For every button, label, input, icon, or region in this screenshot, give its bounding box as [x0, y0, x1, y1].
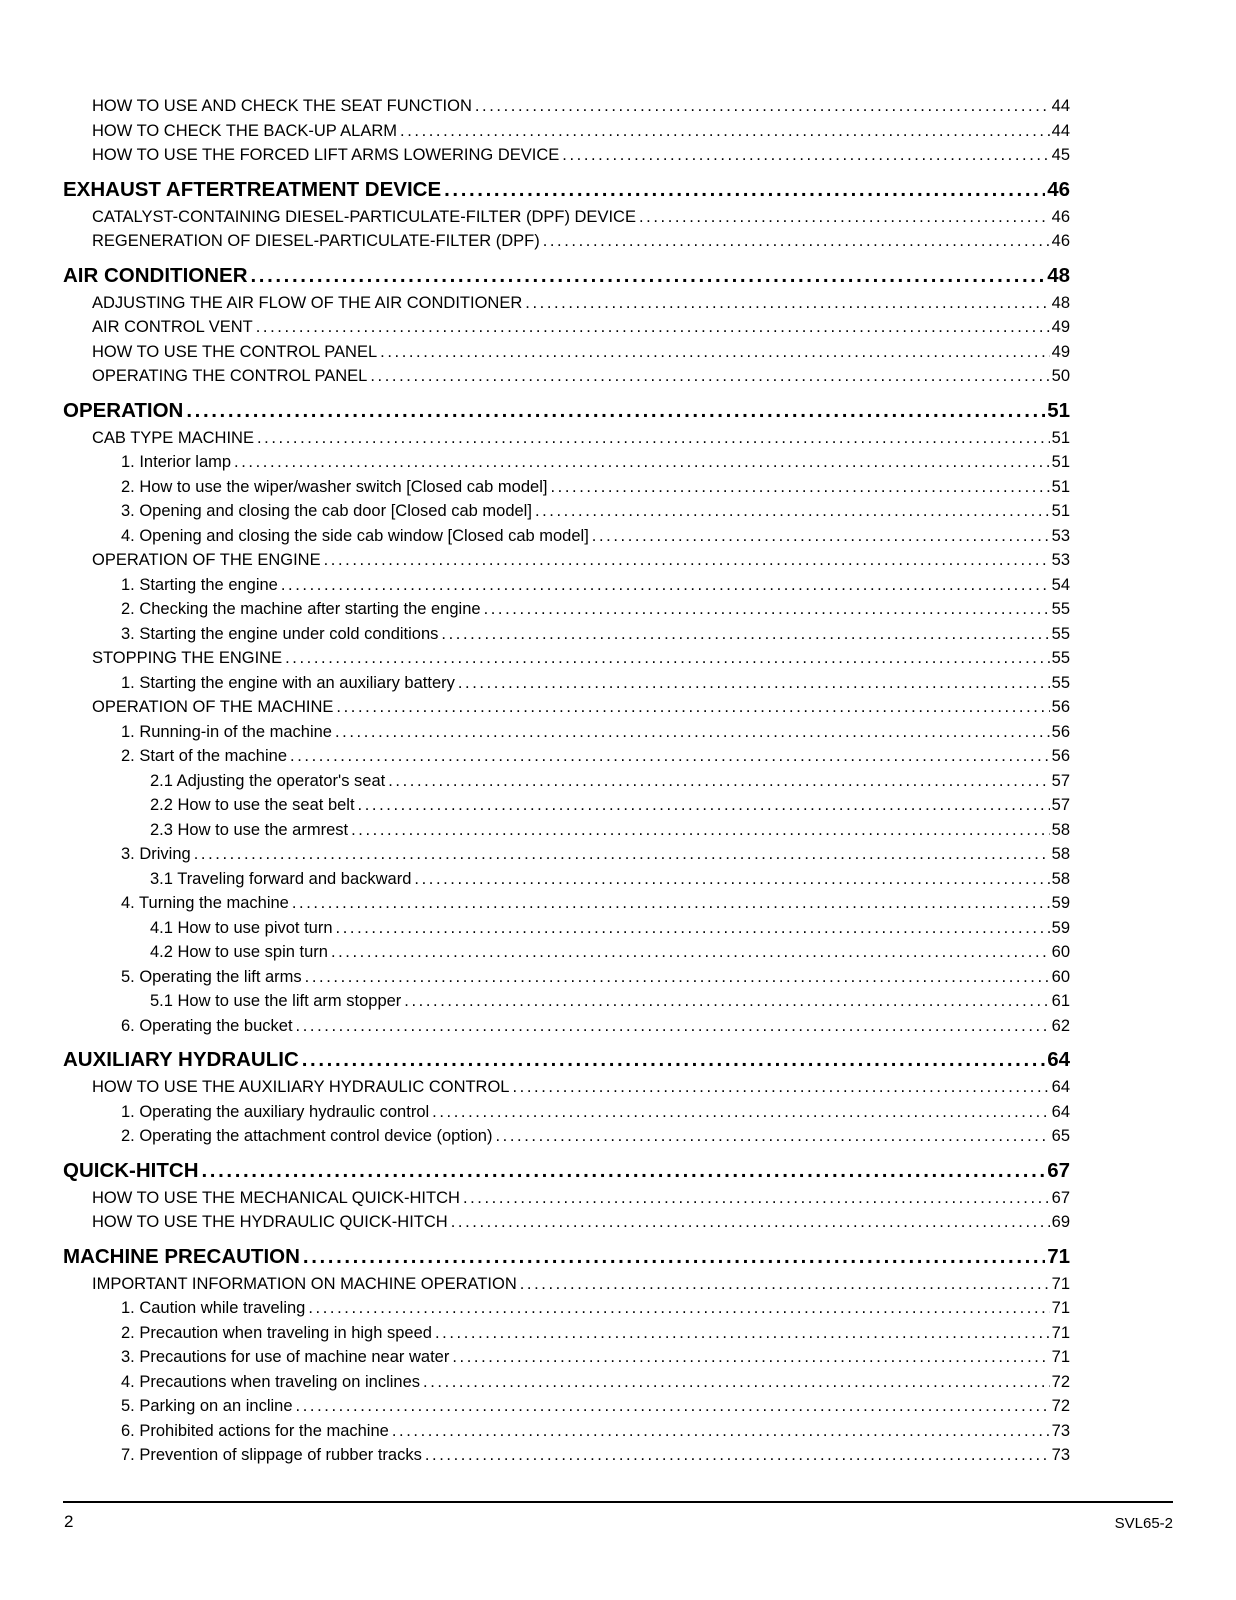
toc-entry: [63, 1394, 1070, 1419]
toc-leader-dots: [562, 143, 1049, 168]
toc-entry-title: 1. Operating the auxiliary hydraulic control: [121, 1102, 430, 1121]
toc-entry: [63, 1210, 1070, 1235]
toc-leader-dots: [285, 646, 1050, 671]
toc-entry: [63, 622, 1070, 647]
toc-entry: [63, 867, 1070, 892]
toc-entry-title: 1. Caution while traveling: [121, 1299, 306, 1317]
toc-leader-dots: [458, 671, 1050, 696]
toc-entry-page: 71: [1051, 1323, 1070, 1342]
toc-entry-title: 1. Interior lamp: [121, 453, 232, 471]
toc-entry: [63, 315, 1070, 340]
toc-entry: [63, 1075, 1070, 1100]
toc-entry-page: 73: [1051, 1446, 1070, 1464]
toc-entry: [63, 1370, 1070, 1395]
toc-leader-dots: [335, 720, 1050, 745]
toc-leader-dots: [336, 916, 1050, 941]
toc-leader-dots: [592, 524, 1050, 549]
toc-entry-title: 3. Opening and closing the cab door [Closed cab model]: [121, 502, 532, 520]
toc-leader-dots: [441, 622, 1049, 647]
toc-entry-page: 51: [1047, 398, 1070, 422]
toc-leader-dots: [296, 1014, 1050, 1039]
toc-entry: [63, 94, 1070, 119]
toc-entry: [63, 891, 1070, 916]
toc-entry: [63, 965, 1070, 990]
toc-entry: [63, 426, 1070, 451]
toc-entry-page: 71: [1051, 1274, 1070, 1293]
toc-entry-title: STOPPING THE ENGINE: [92, 649, 283, 667]
toc-entry-page: 72: [1051, 1397, 1070, 1415]
toc-entry-title: HOW TO USE THE CONTROL PANEL: [92, 342, 378, 361]
toc-entry: [63, 1272, 1070, 1297]
toc-entry-page: 49: [1051, 318, 1070, 336]
toc-entry: [63, 475, 1070, 500]
toc-leader-dots: [432, 1100, 1049, 1125]
toc-entry-page: 67: [1051, 1188, 1070, 1207]
toc-entry: [63, 940, 1070, 965]
toc-entry-title: 2.2 How to use the seat belt: [150, 796, 355, 814]
toc-leader-dots: [336, 695, 1049, 720]
toc-entry: [63, 989, 1070, 1014]
toc-entry-title: 1. Starting the engine with an auxiliary battery: [121, 673, 455, 692]
toc-entry-page: 59: [1051, 918, 1070, 937]
toc-leader-dots: [202, 1158, 1046, 1183]
toc-leader-dots: [186, 398, 1045, 423]
toc-entry: [63, 1419, 1070, 1444]
toc-entry-page: 57: [1051, 771, 1070, 790]
toc-entry-page: 55: [1051, 600, 1070, 618]
toc-entry-page: 56: [1051, 747, 1070, 765]
toc-entry-page: 53: [1051, 551, 1070, 569]
toc-entry: [63, 597, 1070, 622]
toc-leader-dots: [444, 177, 1045, 202]
toc-leader-dots: [400, 119, 1050, 144]
toc-leader-dots: [484, 597, 1050, 622]
toc-entry-title: OPERATION OF THE ENGINE: [92, 551, 321, 569]
toc-entry-title: HOW TO USE THE AUXILIARY HYDRAULIC CONTROL: [92, 1078, 510, 1096]
toc-entry-page: 51: [1051, 502, 1070, 520]
toc-leader-dots: [358, 793, 1050, 818]
toc-entry: [63, 1321, 1070, 1346]
toc-entry-title: CAB TYPE MACHINE: [92, 428, 254, 447]
toc-entry-page: 64: [1051, 1078, 1070, 1096]
toc-entry-page: 51: [1051, 477, 1070, 496]
toc-entry-title: ADJUSTING THE AIR FLOW OF THE AIR CONDITIONER: [92, 293, 523, 312]
toc-entry-page: 48: [1047, 263, 1070, 287]
toc-entry: [63, 769, 1070, 794]
toc-entry-title: 2. Start of the machine: [121, 747, 288, 765]
toc-leader-dots: [435, 1321, 1050, 1346]
toc-heading: [63, 1244, 1070, 1269]
toc-leader-dots: [370, 364, 1049, 389]
toc-entry: [63, 916, 1070, 941]
toc-entry: [63, 524, 1070, 549]
toc-entry: [63, 450, 1070, 475]
toc-entry: [63, 340, 1070, 365]
toc-heading: [63, 263, 1070, 288]
toc-leader-dots: [324, 548, 1050, 573]
toc-entry-page: 59: [1051, 894, 1070, 912]
toc-leader-dots: [475, 94, 1050, 119]
toc-entry-title: 2.1 Adjusting the operator's seat: [150, 771, 386, 790]
toc-entry-page: 71: [1051, 1348, 1070, 1366]
toc-entry-title: IMPORTANT INFORMATION ON MACHINE OPERATION: [92, 1274, 517, 1293]
toc-entry-page: 44: [1051, 121, 1070, 140]
toc-leader-dots: [305, 965, 1050, 990]
toc-entry: [63, 143, 1070, 168]
toc-entry-page: 44: [1051, 97, 1070, 115]
toc-leader-dots: [388, 769, 1049, 794]
toc-leader-dots: [452, 1345, 1049, 1370]
toc-entry: [63, 1345, 1070, 1370]
toc-leader-dots: [281, 573, 1050, 598]
toc-entry-title: MACHINE PRECAUTION: [63, 1244, 300, 1268]
toc-entry-page: 60: [1051, 967, 1070, 986]
toc-entry: [63, 1186, 1070, 1211]
toc-entry-title: AIR CONDITIONER: [63, 263, 248, 287]
toc-entry-page: 55: [1051, 624, 1070, 643]
toc-entry-title: HOW TO USE THE MECHANICAL QUICK-HITCH: [92, 1188, 460, 1207]
toc-entry-title: 4. Turning the machine: [121, 894, 289, 912]
toc-entry-title: HOW TO USE AND CHECK THE SEAT FUNCTION: [92, 97, 472, 115]
toc-entry-page: 46: [1051, 232, 1070, 250]
toc-entry-title: 3. Precautions for use of machine near water: [121, 1348, 450, 1366]
toc-leader-dots: [256, 315, 1050, 340]
toc-entry-title: 5.1 How to use the lift arm stopper: [150, 992, 402, 1010]
toc-entry-page: 57: [1051, 796, 1070, 814]
toc-entry: [63, 793, 1070, 818]
toc-entry-page: 65: [1051, 1127, 1070, 1145]
toc-entry: [63, 573, 1070, 598]
toc-leader-dots: [290, 744, 1050, 769]
toc-entry: [63, 842, 1070, 867]
toc-entry-page: 73: [1051, 1421, 1070, 1440]
toc-entry-title: 2. Precaution when traveling in high speed: [121, 1323, 432, 1342]
toc-leader-dots: [257, 426, 1050, 451]
footer-model-code: SVL65-2: [1114, 1515, 1173, 1532]
toc-leader-dots: [414, 867, 1049, 892]
toc-heading: [63, 1047, 1070, 1072]
toc-entry-page: 61: [1051, 992, 1070, 1010]
toc-entry-title: AIR CONTROL VENT: [92, 318, 253, 336]
toc-entry-page: 55: [1051, 673, 1070, 692]
toc-entry-title: OPERATION: [63, 398, 184, 422]
toc-entry-title: 3. Driving: [121, 845, 191, 863]
toc-entry-page: 58: [1051, 869, 1070, 888]
toc-entry: [63, 1014, 1070, 1039]
toc-leader-dots: [550, 475, 1049, 500]
toc-entry-title: 4. Opening and closing the side cab window [Closed cab model]: [121, 526, 589, 545]
toc-entry: [63, 1100, 1070, 1125]
toc-entry-page: 64: [1047, 1048, 1070, 1071]
toc-entry-page: 51: [1051, 453, 1070, 471]
toc-entry-title: AUXILIARY HYDRAULIC: [63, 1048, 299, 1071]
toc-leader-dots: [639, 205, 1050, 230]
toc-entry-title: 5. Operating the lift arms: [121, 967, 302, 986]
toc-leader-dots: [525, 291, 1049, 316]
toc-leader-dots: [302, 1047, 1045, 1072]
toc-entry-page: 56: [1051, 698, 1070, 716]
toc-leader-dots: [296, 1394, 1050, 1419]
toc-entry-page: 49: [1051, 342, 1070, 361]
toc-entry-title: HOW TO USE THE HYDRAULIC QUICK-HITCH: [92, 1213, 448, 1231]
toc-entry-page: 46: [1051, 207, 1070, 226]
toc-entry-title: 4.1 How to use pivot turn: [150, 918, 333, 937]
toc-entry: [63, 499, 1070, 524]
toc-entry-title: 4.2 How to use spin turn: [150, 943, 328, 961]
toc-entry-page: 69: [1051, 1213, 1070, 1231]
toc-heading: [63, 398, 1070, 423]
toc-entry-title: 2. How to use the wiper/washer switch [Closed cab model]: [121, 477, 548, 496]
toc-leader-dots: [292, 891, 1050, 916]
toc-entry-title: HOW TO CHECK THE BACK-UP ALARM: [92, 121, 398, 140]
toc-leader-dots: [404, 989, 1049, 1014]
toc-leader-dots: [520, 1272, 1050, 1297]
toc-entry-page: 55: [1051, 649, 1070, 667]
toc-entry-page: 60: [1051, 943, 1070, 961]
toc-leader-dots: [543, 229, 1050, 254]
toc-entry-title: REGENERATION OF DIESEL-PARTICULATE-FILTER (DPF): [92, 232, 540, 250]
toc-leader-dots: [303, 1244, 1045, 1269]
toc-entry-page: 50: [1051, 367, 1070, 385]
footer-divider: [63, 1501, 1173, 1503]
toc-entry: [63, 818, 1070, 843]
toc-leader-dots: [535, 499, 1050, 524]
toc-entry-title: HOW TO USE THE FORCED LIFT ARMS LOWERING DEVICE: [92, 146, 560, 164]
toc-entry-page: 72: [1051, 1372, 1070, 1391]
toc-entry-title: 6. Prohibited actions for the machine: [121, 1421, 389, 1440]
toc-leader-dots: [308, 1296, 1049, 1321]
toc-entry-title: QUICK-HITCH: [63, 1158, 199, 1182]
toc-entry: [63, 1443, 1070, 1468]
toc-entry: [63, 229, 1070, 254]
toc-leader-dots: [425, 1443, 1050, 1468]
toc-entry-title: 4. Precautions when traveling on inclines: [121, 1372, 421, 1391]
toc-entry: [63, 1124, 1070, 1149]
toc-leader-dots: [234, 450, 1050, 475]
toc-entry-page: 71: [1047, 1244, 1070, 1268]
toc-entry-page: 71: [1051, 1299, 1070, 1317]
toc-entry: [63, 1296, 1070, 1321]
toc-entry-page: 53: [1051, 526, 1070, 545]
toc-entry-title: 6. Operating the bucket: [121, 1016, 293, 1035]
toc-entry: [63, 205, 1070, 230]
toc-entry: [63, 671, 1070, 696]
toc-entry: [63, 291, 1070, 316]
toc-entry-page: 51: [1051, 428, 1070, 447]
toc-heading: [63, 177, 1070, 202]
toc-entry-page: 58: [1051, 845, 1070, 863]
toc-entry-page: 46: [1047, 177, 1070, 201]
toc-entry-title: 3.1 Traveling forward and backward: [150, 869, 412, 888]
toc-entry-page: 64: [1051, 1102, 1070, 1121]
toc-leader-dots: [380, 340, 1050, 365]
toc-entry: [63, 720, 1070, 745]
toc-leader-dots: [251, 263, 1046, 288]
toc-entry-title: OPERATION OF THE MACHINE: [92, 698, 334, 716]
toc-entry-title: 2.3 How to use the armrest: [150, 820, 349, 839]
toc-leader-dots: [392, 1419, 1050, 1444]
toc-entry-title: CATALYST-CONTAINING DIESEL-PARTICULATE-FILTER (DPF) DEVICE: [92, 207, 636, 226]
toc-heading: [63, 1158, 1070, 1183]
toc-entry-page: 56: [1051, 722, 1070, 741]
toc-entry-page: 58: [1051, 820, 1070, 839]
toc-leader-dots: [331, 940, 1050, 965]
toc-leader-dots: [451, 1210, 1050, 1235]
toc-leader-dots: [463, 1186, 1050, 1211]
toc-entry-title: 1. Running-in of the machine: [121, 722, 332, 741]
toc-entry-page: 48: [1051, 293, 1070, 312]
toc-entry: [63, 646, 1070, 671]
toc-entry-page: 62: [1051, 1016, 1070, 1035]
toc-entry: [63, 548, 1070, 573]
table-of-contents: [63, 94, 1070, 1468]
toc-entry-page: 54: [1051, 575, 1070, 594]
toc-entry-title: 7. Prevention of slippage of rubber tracks: [121, 1446, 422, 1464]
toc-entry: [63, 119, 1070, 144]
toc-leader-dots: [194, 842, 1050, 867]
toc-entry: [63, 364, 1070, 389]
toc-entry-title: 5. Parking on an incline: [121, 1397, 293, 1415]
toc-entry: [63, 695, 1070, 720]
toc-leader-dots: [495, 1124, 1049, 1149]
toc-entry-page: 67: [1047, 1158, 1070, 1182]
toc-entry-title: EXHAUST AFTERTREATMENT DEVICE: [63, 177, 442, 201]
toc-entry-title: 1. Starting the engine: [121, 575, 278, 594]
footer-page-number: 2: [64, 1512, 74, 1531]
toc-entry: [63, 744, 1070, 769]
toc-leader-dots: [351, 818, 1050, 843]
toc-entry-title: 2. Checking the machine after starting the engine: [121, 600, 481, 618]
toc-leader-dots: [423, 1370, 1050, 1395]
toc-entry-title: 3. Starting the engine under cold conditions: [121, 624, 439, 643]
toc-entry-title: OPERATING THE CONTROL PANEL: [92, 367, 368, 385]
toc-leader-dots: [513, 1075, 1050, 1100]
toc-entry-title: 2. Operating the attachment control device (option): [121, 1127, 493, 1145]
toc-entry-page: 45: [1051, 146, 1070, 164]
